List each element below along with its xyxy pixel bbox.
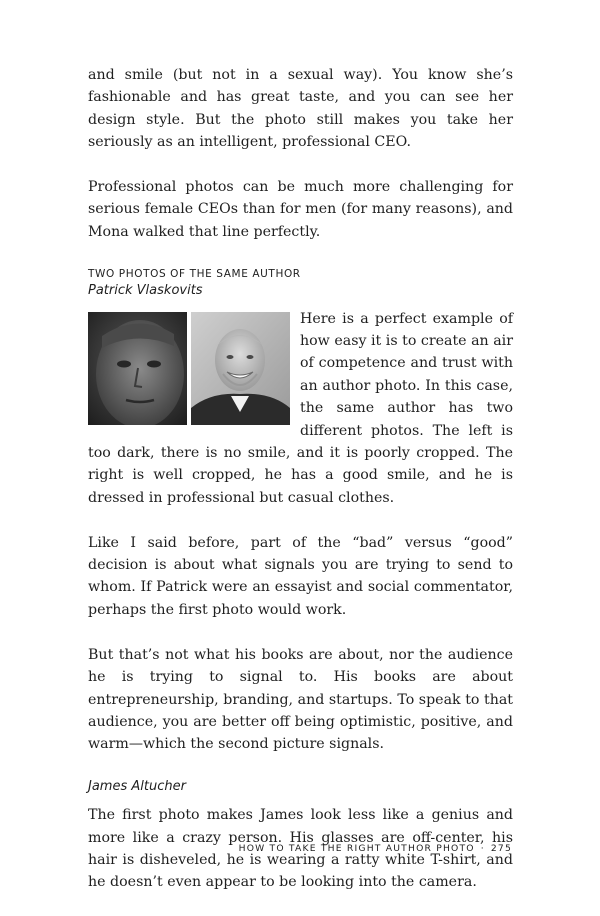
paragraph-5: But that’s not what his books are about, nor the audience he is trying to signal to. His books are about entrepreneurship, branding, and startups. To speak to that audience, you are better off being optimistic, positive, and warm—which the second picture signals. <box>88 646 513 753</box>
paragraph-1: and smile (but not in a sexual way). You know she’s fashionable and has great taste, and you can see her design style. But the photo still makes you take her seriously as an intelligent, professional CEO. <box>88 67 513 151</box>
footer-separator: · <box>480 843 485 854</box>
page-content <box>88 64 513 916</box>
author-photo-right <box>191 312 290 425</box>
footer-chapter-title: HOW TO TAKE THE RIGHT AUTHOR PHOTO <box>238 843 475 854</box>
author-name-james: James Altucher <box>88 779 186 795</box>
running-footer <box>239 843 512 854</box>
author-name-patrick: Patrick Vlaskovits <box>88 282 203 298</box>
paragraph-4: Like I said before, part of the “bad” versus “good” decision is about what signals you are trying to send to whom. If Patrick were an essayist and social commentator, perhaps the first photo would work. <box>88 534 513 618</box>
author-photo-left <box>88 312 187 425</box>
paragraph-6: The first photo makes James look less like a genius and more like a crazy person. His glasses are off-center, his hair is disheveled, he is wearing a ratty white T-shirt, and he doesn’t even appear to be looking into the camera. <box>88 807 513 891</box>
paragraph-3: Here is a perfect example of how easy it is to create an air of competence and trust with an author photo. In this case, the same author has two different photos. The left is too dark, there is no smile, and it is poorly cropped. The right is well cropped, he has a good smile, and he is dressed in professional but casual clothes. <box>88 310 513 506</box>
page-number: 275 <box>490 843 512 854</box>
section-heading: TWO PHOTOS OF THE SAME AUTHOR <box>88 267 301 280</box>
paragraph-2: Professional photos can be much more challenging for serious female CEOs than for men (for many reasons), and Mona walked that line perfectly. <box>88 179 513 240</box>
author-photo-pair <box>88 312 290 425</box>
